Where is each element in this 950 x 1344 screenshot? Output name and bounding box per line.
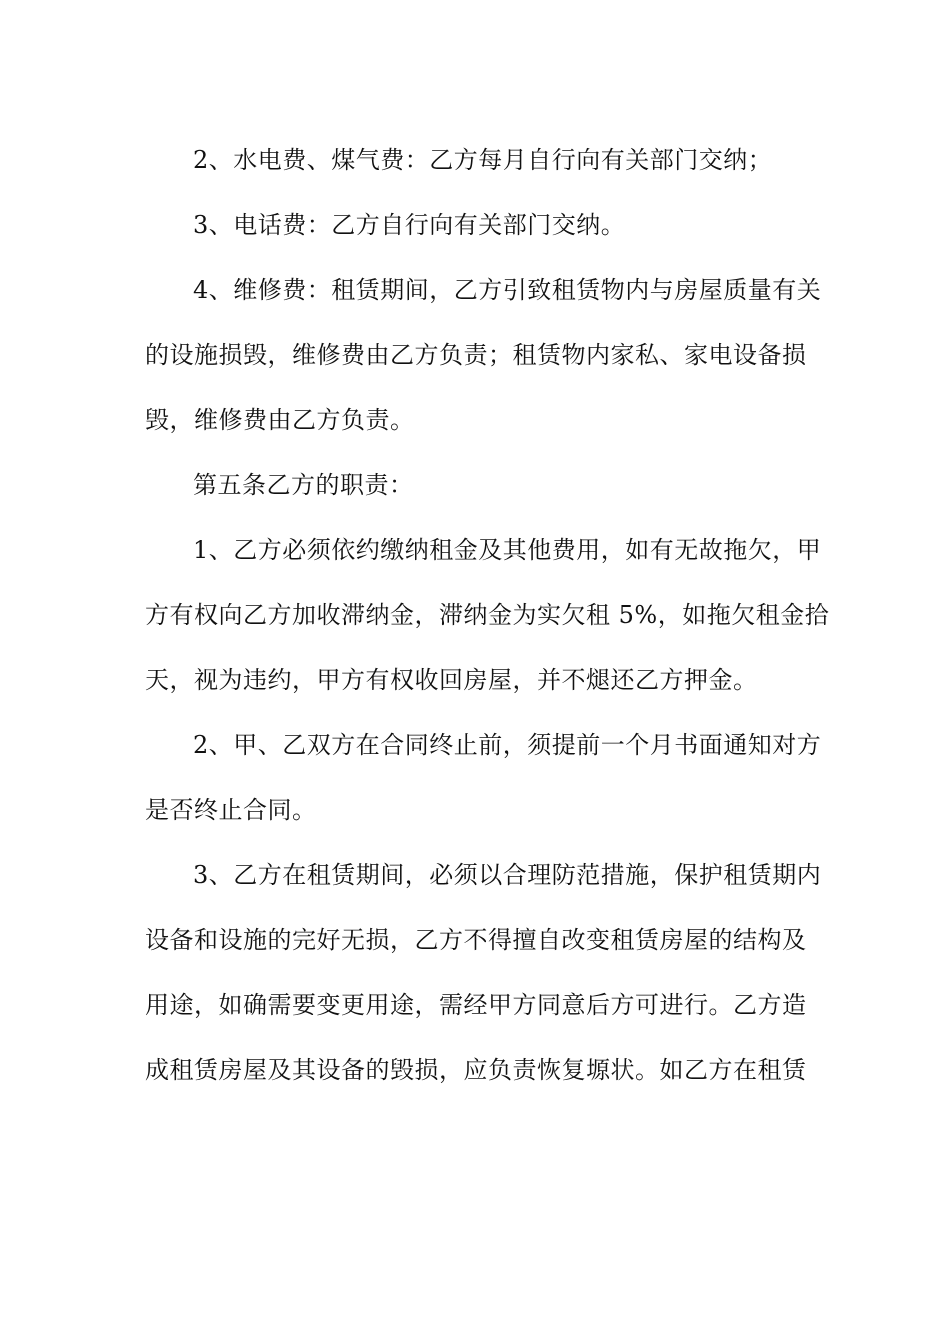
text-line: 4、维修费：租赁期间，乙方引致租赁物内与房屋质量有关 [193,276,822,304]
text-line: 方有权向乙方加收滞纳金，滞纳金为实欠租 5%，如拖欠租金拾 [145,601,830,629]
text-line: 2、水电费、煤气费：乙方每月自行向有关部门交纳； [193,146,773,174]
text-line: 3、乙方在租赁期间，必须以合理防范措施，保护租赁期内 [193,861,822,889]
paragraph-phone-fee [145,193,810,258]
document-body [145,128,830,1103]
paragraph-duty-2 [145,713,822,843]
text-line: 2、甲、乙双方在合同终止前，须提前一个月书面通知对方 [193,731,822,759]
text-line: 成租赁房屋及其设备的毁损，应负责恢复塬状。如乙方在租赁 [145,1056,807,1084]
paragraph-utilities [145,128,810,193]
section-heading-article-5 [145,453,810,518]
paragraph-duty-1 [145,518,830,713]
text-line: 的设施损毁，维修费由乙方负责；租赁物内家私、家电设备损 [145,341,807,369]
text-line: 3、电话费：乙方自行向有关部门交纳。 [193,211,626,239]
paragraph-repair-fee [145,258,822,453]
text-line: 用途，如确需要变更用途，需经甲方同意后方可进行。乙方造 [145,991,807,1019]
text-line: 第五条乙方的职责： [193,471,414,499]
paragraph-duty-3 [145,843,822,1103]
text-line: 设备和设施的完好无损，乙方不得擅自改变租赁房屋的结构及 [145,926,807,954]
text-line: 是否终止合同。 [145,796,317,824]
text-line: 1、乙方必须依约缴纳租金及其他费用，如有无故拖欠，甲 [193,536,822,564]
text-line: 天，视为违约，甲方有权收回房屋，并不煺还乙方押金。 [145,666,758,694]
text-line: 毁，维修费由乙方负责。 [145,406,415,434]
